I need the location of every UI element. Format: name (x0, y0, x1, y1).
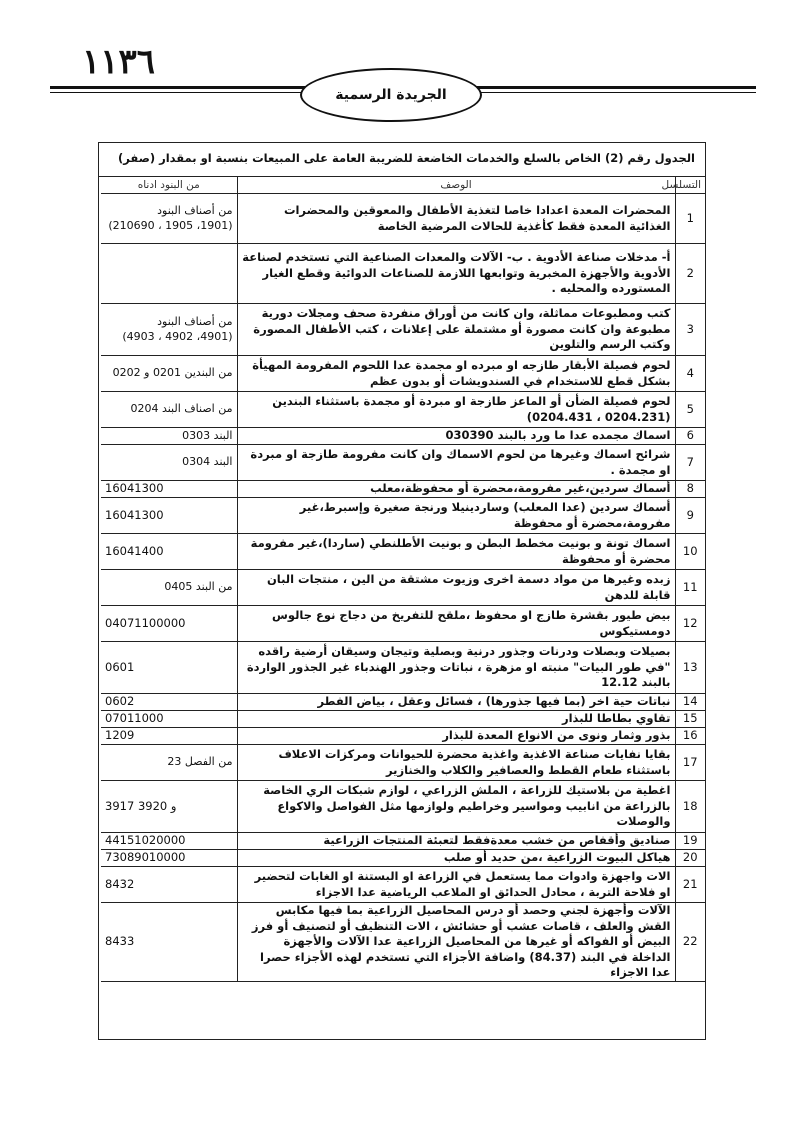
row-description: الآلات وأجهزة لجني وحصد أو درس المحاصيل الزراعية بما فيها مكابس القش والعلف ، قاصات عشب أو حشائش ، الات التنظيف أو لتصنيف أو فرز البيض أو الفواكه أو غيرها من المحاصيل الزراعية عدا الآلات والأجهزة الداخلة في البند (84.37) واضافة الأجزاء التي تستخدم لهذه الأجزاء حصرا عدا الاجزاء (237, 903, 675, 982)
goods-table (101, 177, 705, 982)
code-line: من أصناف البنود (157, 314, 233, 328)
row-serial: 4 (675, 356, 705, 392)
table-row (101, 194, 705, 244)
code-line: 16041300 (105, 507, 164, 522)
row-codes (101, 833, 237, 850)
row-serial: 14 (675, 694, 705, 711)
header-codes: من البنود ادناه (101, 177, 237, 194)
row-codes (101, 781, 237, 833)
table-row (101, 606, 705, 642)
code-line: 04071100000 (105, 615, 186, 630)
row-description: الات واجهزة وادوات مما يستعمل في الزراعة او البستنة او الغابات لتحضير او فلاحة التربة ، محادل الحدائق او الملاعب الرياضية عدا الاجزاء (237, 867, 675, 903)
code-line: البند 0303 (182, 428, 233, 442)
row-codes (101, 867, 237, 903)
table-row (101, 392, 705, 428)
code-line: 0601 (105, 659, 135, 674)
row-description: أ- مدخلات صناعة الأدوية . ب- الآلات والمعدات الصناعية التي تستخدم لصناعة الأدوية والأجهزة المخبرية وتوابعها اللازمة للصناعات الدوائية وقطع الغيار المستورده والمحليه . (237, 244, 675, 304)
row-codes (101, 194, 237, 244)
row-serial: 5 (675, 392, 705, 428)
row-codes (101, 481, 237, 498)
row-description: أسماك سردين،غير مفرومة،محضرة أو محفوظة،معلب (237, 481, 675, 498)
code-line: 16041400 (105, 543, 164, 558)
gazette-title: الجريدة الرسمية (335, 87, 447, 103)
table-title: الجدول رقم (2) الخاص بالسلع والخدمات الخاضعة للضريبة العامة على المبيعات بنسبة او بمقدار (صفر) (99, 143, 705, 177)
code-line: من الفصل 23 (167, 755, 233, 769)
code-line: 44151020000 (105, 833, 186, 848)
row-codes (101, 642, 237, 694)
table-row (101, 445, 705, 481)
row-serial: 20 (675, 850, 705, 867)
table-row (101, 728, 705, 745)
row-codes (101, 903, 237, 982)
row-codes (101, 356, 237, 392)
row-serial: 22 (675, 903, 705, 982)
row-codes (101, 428, 237, 445)
table-row (101, 356, 705, 392)
row-codes (101, 304, 237, 356)
table-row (101, 850, 705, 867)
row-description: بيض طيور بقشرة طازج او محفوظ ،ملقح للتفريخ من دجاج نوع جالوس دومستيكوس (237, 606, 675, 642)
code-line: من البند 0405 (164, 580, 233, 594)
row-description: شرائح اسماك وغيرها من لحوم الاسماك وان كانت مفرومة طازجة او مبردة او مجمدة . (237, 445, 675, 481)
row-codes (101, 498, 237, 534)
row-description: اغطية من بلاستيك للزراعة ، الملش الزراعي ، لوازم شبكات الري الخاصة بالزراعة من انابيب ومواسير وخراطيم ولوازمها مثل الفواصل والاكواع والوصلات (237, 781, 675, 833)
table-row (101, 711, 705, 728)
page-number: ١١٣٦ (82, 42, 156, 82)
row-serial: 18 (675, 781, 705, 833)
table-row (101, 833, 705, 850)
row-serial: 6 (675, 428, 705, 445)
gazette-title-badge (300, 68, 482, 122)
code-line: 07011000 (105, 711, 164, 726)
table-row (101, 867, 705, 903)
row-codes (101, 850, 237, 867)
row-codes (101, 445, 237, 481)
code-line: 1209 (105, 728, 135, 743)
row-codes (101, 728, 237, 745)
row-codes (101, 606, 237, 642)
row-description: صناديق وأقفاص من خشب معدةفقط لتعبئة المنتجات الزراعية (237, 833, 675, 850)
row-description: لحوم فصيلة الضأن أو الماعز طازجة او مبردة أو مجمدة باستثناء البندين (0204.231 ، 0204.431) (237, 392, 675, 428)
table-row (101, 570, 705, 606)
row-description: بذور وثمار ونوى من الانواع المعدة للبذار (237, 728, 675, 745)
code-line: (1901، 1905 ، 210690) (108, 218, 233, 232)
row-codes (101, 694, 237, 711)
row-codes (101, 534, 237, 570)
code-line: 8432 (105, 876, 135, 891)
row-serial: 11 (675, 570, 705, 606)
row-description: هياكل البيوت الزراعية ،من حديد أو صلب (237, 850, 675, 867)
code-line: 0602 (105, 694, 135, 709)
row-serial: 8 (675, 481, 705, 498)
table-header-row (101, 177, 705, 194)
row-description: اسماك مجمده عدا ما ورد بالبند 030390 (237, 428, 675, 445)
row-codes (101, 570, 237, 606)
row-description: تقاوي بطاطا للبذار (237, 711, 675, 728)
table-row (101, 745, 705, 781)
row-serial: 16 (675, 728, 705, 745)
row-description: أسماك سردين (عدا المعلب) وساردينيلا ورنجة صغيرة وإسبرط،غير مفرومة،محضرة أو محفوظة (237, 498, 675, 534)
row-codes (101, 745, 237, 781)
goods-table-frame (98, 142, 706, 1040)
code-line: 73089010000 (105, 850, 186, 865)
row-codes (101, 392, 237, 428)
table-row (101, 244, 705, 304)
row-description: كتب ومطبوعات مماثلة، وان كانت من أوراق منفردة صحف ومجلات دورية مطبوعة وان كانت مصورة أو مشتملة على إعلانات ، كتب الأطفال المصورة وكتب الرسم والتلوين (237, 304, 675, 356)
table-row (101, 428, 705, 445)
header-serial: التسلسل (675, 177, 705, 194)
table-row (101, 498, 705, 534)
row-serial: 21 (675, 867, 705, 903)
row-description: بصيلات وبصلات ودرنات وجذور درنية وبصلية وتيجان وسيقان أرضية راقده "في طور البيات" منبته او مزهرة ، نباتات وجذور الهندباء غير الجذور الواردة بالبند 12.12 (237, 642, 675, 694)
code-line: من اصناف البند 0204 (130, 402, 233, 416)
code-line: (4901، 4902 ، 4903) (122, 329, 233, 343)
row-description: زبده وغيرها من مواد دسمة اخرى وزيوت مشتقة من الين ، منتجات البان قابلة للدهن (237, 570, 675, 606)
table-row (101, 481, 705, 498)
code-line: 8433 (105, 934, 135, 949)
code-line: من البندين 0201 و 0202 (112, 366, 233, 380)
row-serial: 9 (675, 498, 705, 534)
row-codes (101, 711, 237, 728)
row-serial: 13 (675, 642, 705, 694)
row-description: بقايا نفايات صناعة الاغذية واغذية محضرة للحيوانات ومركزات الاعلاف باستثناء طعام القطط والعصافير والكلاب والخنازير (237, 745, 675, 781)
row-serial: 2 (675, 244, 705, 304)
row-serial: 17 (675, 745, 705, 781)
code-line: البند 0304 (182, 455, 233, 469)
row-serial: 1 (675, 194, 705, 244)
row-description: لحوم فصيلة الأبقار طازجه او مبرده او مجمدة عدا اللحوم المفرومة المهيأة بشكل قطع للاستخدام في السندويشات أو بدون عظم (237, 356, 675, 392)
table-row (101, 534, 705, 570)
code-line: 16041300 (105, 481, 164, 496)
row-description: نباتات حية اخر (بما فيها جذورها) ، فسائل وعقل ، بياض الفطر (237, 694, 675, 711)
table-row (101, 694, 705, 711)
row-serial: 19 (675, 833, 705, 850)
code-line: 3917 و 3920 (105, 798, 177, 813)
code-line: من أصناف البنود (157, 203, 233, 217)
row-serial: 15 (675, 711, 705, 728)
row-serial: 12 (675, 606, 705, 642)
table-row (101, 642, 705, 694)
row-description: اسماك تونة و بونيت مخطط البطن و بونيت الأطلنطي (ساردا)،غير مفرومة محضرة أو محفوظة (237, 534, 675, 570)
row-serial: 7 (675, 445, 705, 481)
row-serial: 3 (675, 304, 705, 356)
table-row (101, 903, 705, 982)
row-serial: 10 (675, 534, 705, 570)
header-description: الوصف (237, 177, 675, 194)
row-codes (101, 244, 237, 304)
row-description: المحضرات المعدة اعدادا خاصا لتغذية الأطفال والمعوقين والمحضرات الغذائية المعدة فقط كأغذية للحالات المرضية الخاصة (237, 194, 675, 244)
table-row (101, 304, 705, 356)
table-row (101, 781, 705, 833)
